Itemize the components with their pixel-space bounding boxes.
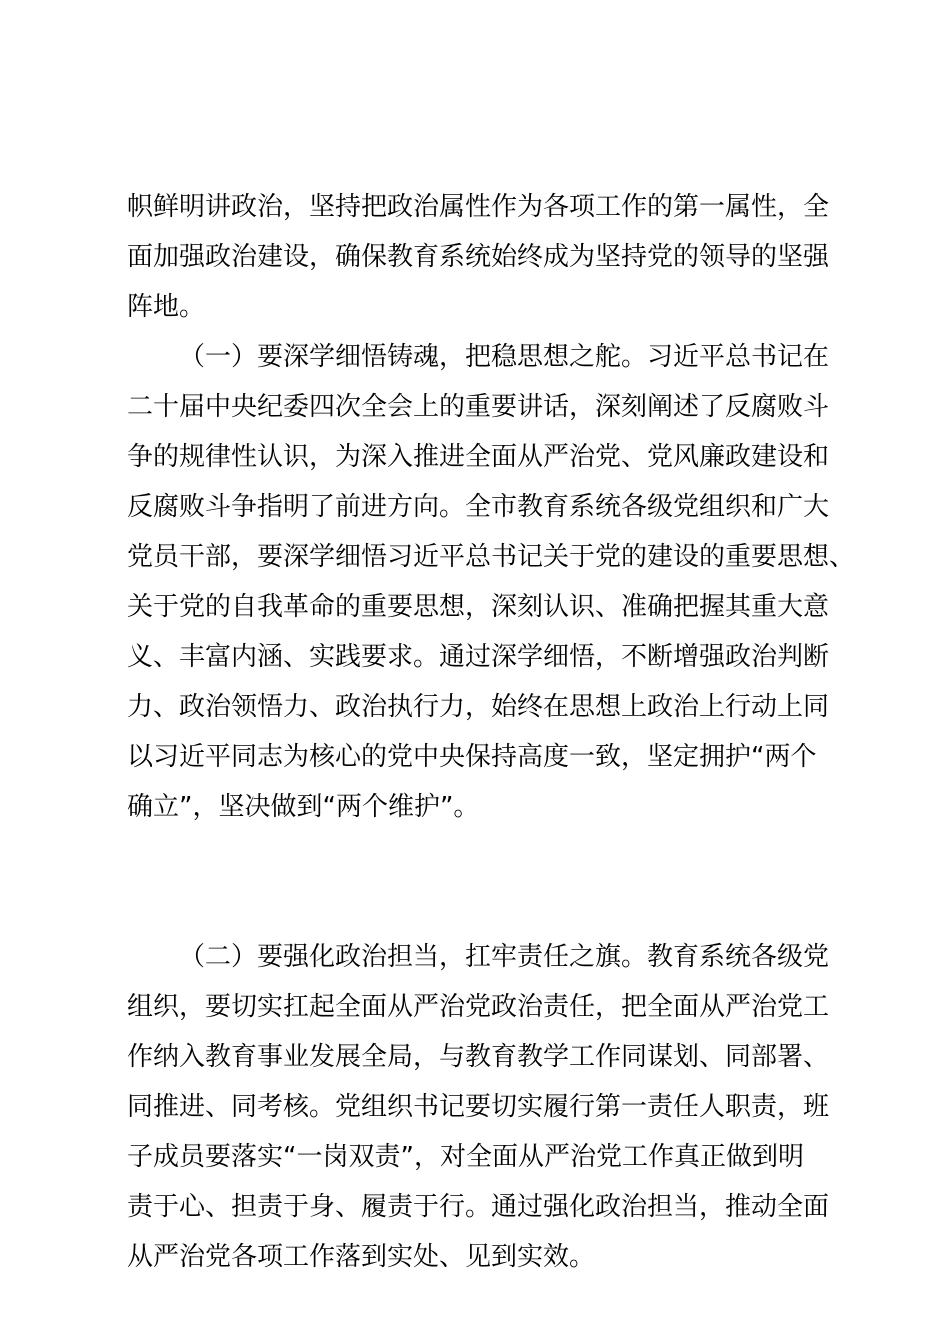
text-line: 关于党的自我革命的重要思想，深刻认识、准确把握其重大意 — [127, 592, 830, 622]
text-line — [127, 882, 827, 932]
text-line: 责于心、担责于身、履责于行。通过强化政治担当，推动全面 — [127, 1192, 830, 1222]
text-line: 阵地。 — [127, 292, 206, 322]
text-line: 二十届中央纪委四次全会上的重要讲话，深刻阐述了反腐败斗 — [127, 392, 830, 422]
text-line — [127, 832, 827, 882]
text-line: 党员干部，要深学细悟习近平总书记关于党的建设的重要思想、 — [127, 542, 856, 572]
text-line: 确立”，坚决做到“两个维护”。 — [127, 792, 480, 822]
document-body — [127, 182, 856, 1282]
paragraph-section-two — [127, 932, 830, 1282]
paragraph-continuation — [127, 182, 830, 332]
text-line: 作纳入教育事业发展全局，与教育教学工作同谋划、同部署、 — [127, 1042, 830, 1072]
text-line: 反腐败斗争指明了前进方向。全市教育系统各级党组织和广大 — [127, 492, 830, 522]
text-line: （一）要深学细悟铸魂，把稳思想之舵。习近平总书记在 — [179, 342, 830, 372]
text-line: 以习近平同志为核心的党中央保持高度一致，坚定拥护“两个 — [127, 742, 817, 772]
text-line: 从严治党各项工作落到实处、见到实效。 — [127, 1242, 596, 1272]
text-line: 组织，要切实扛起全面从严治党政治责任，把全面从严治党工 — [127, 992, 830, 1022]
paragraph-section-one — [127, 332, 856, 932]
text-line: 力、政治领悟力、政治执行力，始终在思想上政治上行动上同 — [127, 692, 830, 722]
text-line: 帜鲜明讲政治，坚持把政治属性作为各项工作的第一属性，全 — [127, 192, 830, 222]
text-line: （二）要强化政治担当，扛牢责任之旗。教育系统各级党 — [179, 942, 830, 972]
text-line: 子成员要落实“一岗双责”，对全面从严治党工作真正做到明 — [127, 1142, 804, 1172]
text-line: 面加强政治建设，确保教育系统始终成为坚持党的领导的坚强 — [127, 242, 830, 272]
text-line: 义、丰富内涵、实践要求。通过深学细悟，不断增强政治判断 — [127, 642, 830, 672]
text-line: 同推进、同考核。党组织书记要切实履行第一责任人职责，班 — [127, 1092, 830, 1122]
text-line: 争的规律性认识，为深入推进全面从严治党、党风廉政建设和 — [127, 442, 830, 472]
